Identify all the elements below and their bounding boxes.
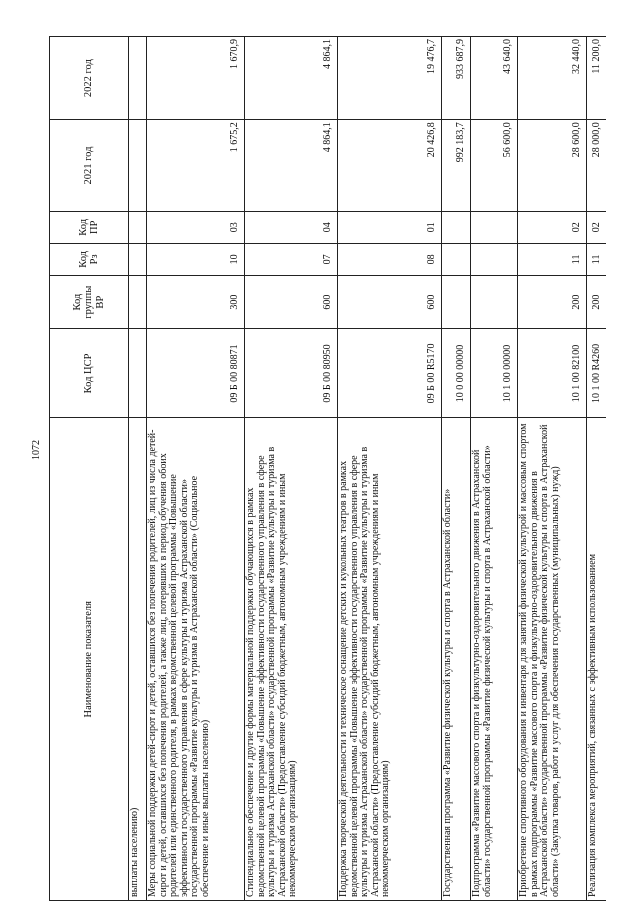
row-2022: 4 864,1 <box>245 37 338 120</box>
header-2021: 2021 год <box>50 120 129 212</box>
row-name: Поддержка творческой деятельности и техническое оснащение детских и кукольных театров в рамках ведомственной целевой программы «Повышение эффективности государственного управления в сфере культуры и туризма Астраханской области» государственной программы «Развитие культуры и туризма в Астраханской области» (Предоставление субсидий бюджетным, автономным учреждениям и иным некоммерческим организациям) <box>338 418 442 901</box>
table-row <box>442 37 471 901</box>
row-name: Государственная программа «Развитие физической культуры и спорта в Астраханской области» <box>442 418 471 901</box>
row-2021: 56 600,0 <box>471 120 518 212</box>
table-row <box>587 37 607 901</box>
table-header-row <box>50 37 129 901</box>
row-vr: 300 <box>147 275 245 328</box>
row-rz <box>129 243 147 275</box>
row-pr: 02 <box>587 211 607 243</box>
row-pr <box>471 211 518 243</box>
row-2022: 19 476,7 <box>338 37 442 120</box>
header-2022: 2022 год <box>50 37 129 120</box>
row-csr: 09 Б 00 80950 <box>245 329 338 418</box>
row-csr: 10 1 00 R4260 <box>587 329 607 418</box>
row-2021: 20 426,8 <box>338 120 442 212</box>
page-number: 1072 <box>31 440 42 460</box>
row-rz: 10 <box>147 243 245 275</box>
row-csr: 09 Б 00 80871 <box>147 329 245 418</box>
table-row <box>245 37 338 901</box>
table-row <box>338 37 442 901</box>
row-rz <box>471 243 518 275</box>
row-vr: 200 <box>518 275 587 328</box>
row-csr: 10 0 00 00000 <box>442 329 471 418</box>
row-pr: 03 <box>147 211 245 243</box>
row-rz: 07 <box>245 243 338 275</box>
row-rz: 11 <box>587 243 607 275</box>
row-2021: 28 000,0 <box>587 120 607 212</box>
row-2021: 1 675,2 <box>147 120 245 212</box>
row-2021: 28 600,0 <box>518 120 587 212</box>
row-pr <box>129 211 147 243</box>
row-name: Подпрограмма «Развитие массового спорта и физкультурно-оздоровительного движения в Астраханской области» государственной программы «Развитие физической культуры и спорта в Астраханской области» <box>471 418 518 901</box>
table-row <box>471 37 518 901</box>
row-vr: 200 <box>587 275 607 328</box>
row-csr: 10 1 00 00000 <box>471 329 518 418</box>
row-2021 <box>129 120 147 212</box>
row-2021: 4 864,1 <box>245 120 338 212</box>
row-rz: 11 <box>518 243 587 275</box>
row-csr: 10 1 00 82100 <box>518 329 587 418</box>
row-vr <box>129 275 147 328</box>
row-rz <box>442 243 471 275</box>
row-vr <box>442 275 471 328</box>
row-name: Приобретение спортивного оборудования и инвентаря для занятий физической культурой и массовым спортом в рамках подпрограммы «Развитие массового спорта и физкультурно-оздоровительного движения в Астраханской области» государственной программы «Развитие физической культуры и спорта в Астраханской области» (Закупка товаров, работ и услуг для обеспечения государственных (муниципальных) нужд) <box>518 418 587 901</box>
row-2022: 43 640,0 <box>471 37 518 120</box>
rotated-table-frame <box>49 36 606 901</box>
row-name: Стипендиальное обеспечение и другие формы материальной поддержки обучающихся в рамках ведомственной целевой программы «Повышение эффективности государственного управления в сфере культуры и туризма Астраханской области» государственной программы «Развитие культуры и туризма в Астраханской области» (Предоставление субсидий бюджетным, автономным учреждениям и иным некоммерческим организациям) <box>245 418 338 901</box>
header-vr: Код группы ВР <box>50 275 129 328</box>
row-2022: 11 200,0 <box>587 37 607 120</box>
row-vr <box>471 275 518 328</box>
row-pr <box>442 211 471 243</box>
header-rz: Код Рз <box>50 243 129 275</box>
budget-table <box>49 36 606 901</box>
row-name: Реализация комплекса мероприятий, связанных с эффективным использованием <box>587 418 607 901</box>
header-csr: Код ЦСР <box>50 329 129 418</box>
row-2022: 1 670,9 <box>147 37 245 120</box>
table-row <box>518 37 587 901</box>
row-pr: 02 <box>518 211 587 243</box>
row-2022: 933 687,9 <box>442 37 471 120</box>
row-pr: 01 <box>338 211 442 243</box>
row-rz: 08 <box>338 243 442 275</box>
row-csr <box>129 329 147 418</box>
table-row <box>147 37 245 901</box>
row-pr: 04 <box>245 211 338 243</box>
header-pr: Код ПР <box>50 211 129 243</box>
table-row <box>129 37 147 901</box>
row-csr: 09 Б 00 R5170 <box>338 329 442 418</box>
row-name: выплаты населению) <box>129 418 147 901</box>
row-vr: 600 <box>245 275 338 328</box>
row-2021: 992 183,7 <box>442 120 471 212</box>
row-name: Меры социальной поддержки детей-сирот и детей, оставшихся без попечения родителей, лиц из числа детей-сирот и детей, оставшихся без попечения родителей, а также лиц, потерявших в период обучения обоих родителей или единственного родителя, в рамках ведомственной целевой программы «Повышение эффективности государственного управления в сфере культуры и туризма Астраханской области» государственной программы «Развитие культуры и туризма в Астраханской области» (Социальное обеспечение и иные выплаты населению) <box>147 418 245 901</box>
header-name: Наименование показателя <box>50 418 129 901</box>
row-2022: 32 440,0 <box>518 37 587 120</box>
row-vr: 600 <box>338 275 442 328</box>
row-2022 <box>129 37 147 120</box>
